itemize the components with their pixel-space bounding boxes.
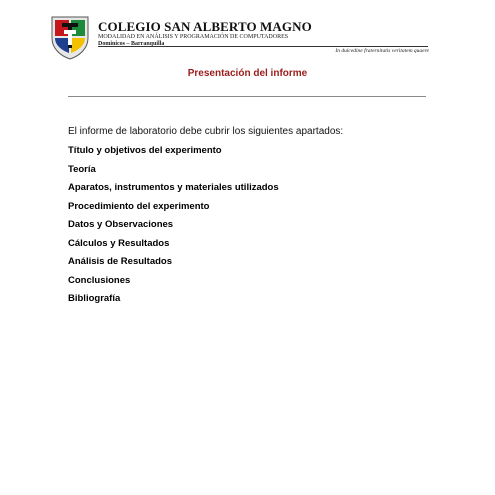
title-divider [68, 96, 426, 97]
intro-text: El informe de laboratorio debe cubrir los siguientes apartados: [68, 126, 344, 137]
list-item: Teoría [68, 163, 96, 175]
list-item: Aparatos, instrumentos y materiales utilizados [68, 182, 279, 193]
school-crest-icon [49, 14, 91, 60]
list-item: Procedimiento del experimento [68, 200, 210, 212]
header-divider [98, 46, 428, 47]
list-item: Datos y Observaciones [68, 219, 174, 230]
list-item: Conclusiones [68, 274, 131, 286]
document-title: Presentación del informe [187, 68, 308, 79]
school-motto: In dulcedine fraternitatis veritatem quaere [335, 48, 429, 54]
school-info [98, 20, 438, 48]
list-item: Título y objetivos del experimento [68, 145, 222, 156]
school-location: Dominicos – Barranquilla [98, 41, 165, 47]
list-item: Cálculos y Resultados [68, 237, 170, 249]
school-name: COLEGIO SAN ALBERTO MAGNO [98, 19, 312, 34]
list-item: Análisis de Resultados [68, 256, 173, 267]
document-header [0, 0, 495, 60]
list-item: Bibliografía [68, 293, 121, 304]
school-subtitle: MODALIDAD EN ANÁLISIS Y PROGRAMACIÓN DE COMPUTADORES [98, 34, 289, 40]
report-sections-list [68, 145, 279, 312]
